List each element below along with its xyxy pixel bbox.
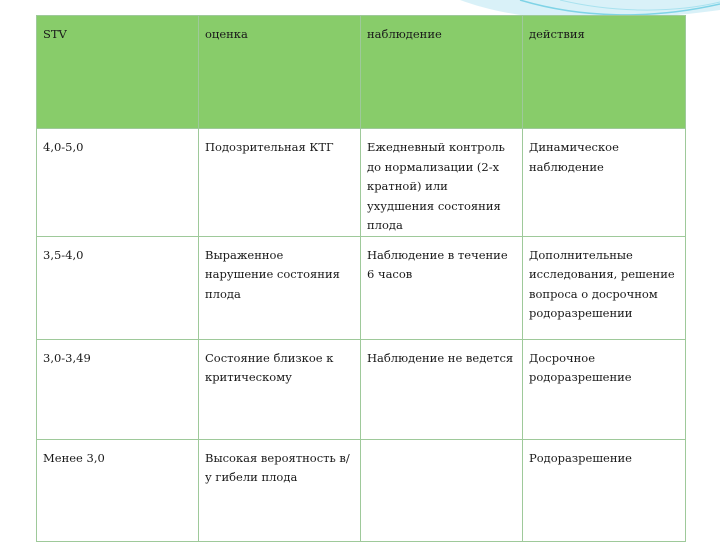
- cell-assessment: Высокая вероятность в/у гибели плода: [199, 439, 361, 541]
- cell-actions: Досрочное родоразрешение: [523, 339, 686, 439]
- cell-stv: 3,5-4,0: [37, 236, 199, 339]
- header-assessment: оценка: [199, 16, 361, 129]
- cell-observation: Ежедневный контроль до нормализации (2-х кратной) или ухудшения состояния плода: [361, 129, 523, 237]
- cell-stv: Менее 3,0: [37, 439, 199, 541]
- cell-observation: Наблюдение не ведется: [361, 339, 523, 439]
- cell-observation: Наблюдение в течение 6 часов: [361, 236, 523, 339]
- table-row: [37, 236, 686, 339]
- cell-assessment: Выраженное нарушение состояния плода: [199, 236, 361, 339]
- table-row: [37, 129, 686, 237]
- header-stv: STV: [37, 16, 199, 129]
- table-header-row: [37, 16, 686, 129]
- cell-stv: 4,0-5,0: [37, 129, 199, 237]
- cell-observation: [361, 439, 523, 541]
- stv-assessment-table: [36, 15, 686, 542]
- cell-actions: Дополнительные исследования, решение вопроса о досрочном родоразрешении: [523, 236, 686, 339]
- cell-stv: 3,0-3,49: [37, 339, 199, 439]
- table-row: [37, 439, 686, 541]
- cell-actions: Родоразрешение: [523, 439, 686, 541]
- header-actions: действия: [523, 16, 686, 129]
- table-row: [37, 339, 686, 439]
- cell-assessment: Подозрительная КТГ: [199, 129, 361, 237]
- cell-assessment: Состояние близкое к критическому: [199, 339, 361, 439]
- cell-actions: Динамическое наблюдение: [523, 129, 686, 237]
- header-observation: наблюдение: [361, 16, 523, 129]
